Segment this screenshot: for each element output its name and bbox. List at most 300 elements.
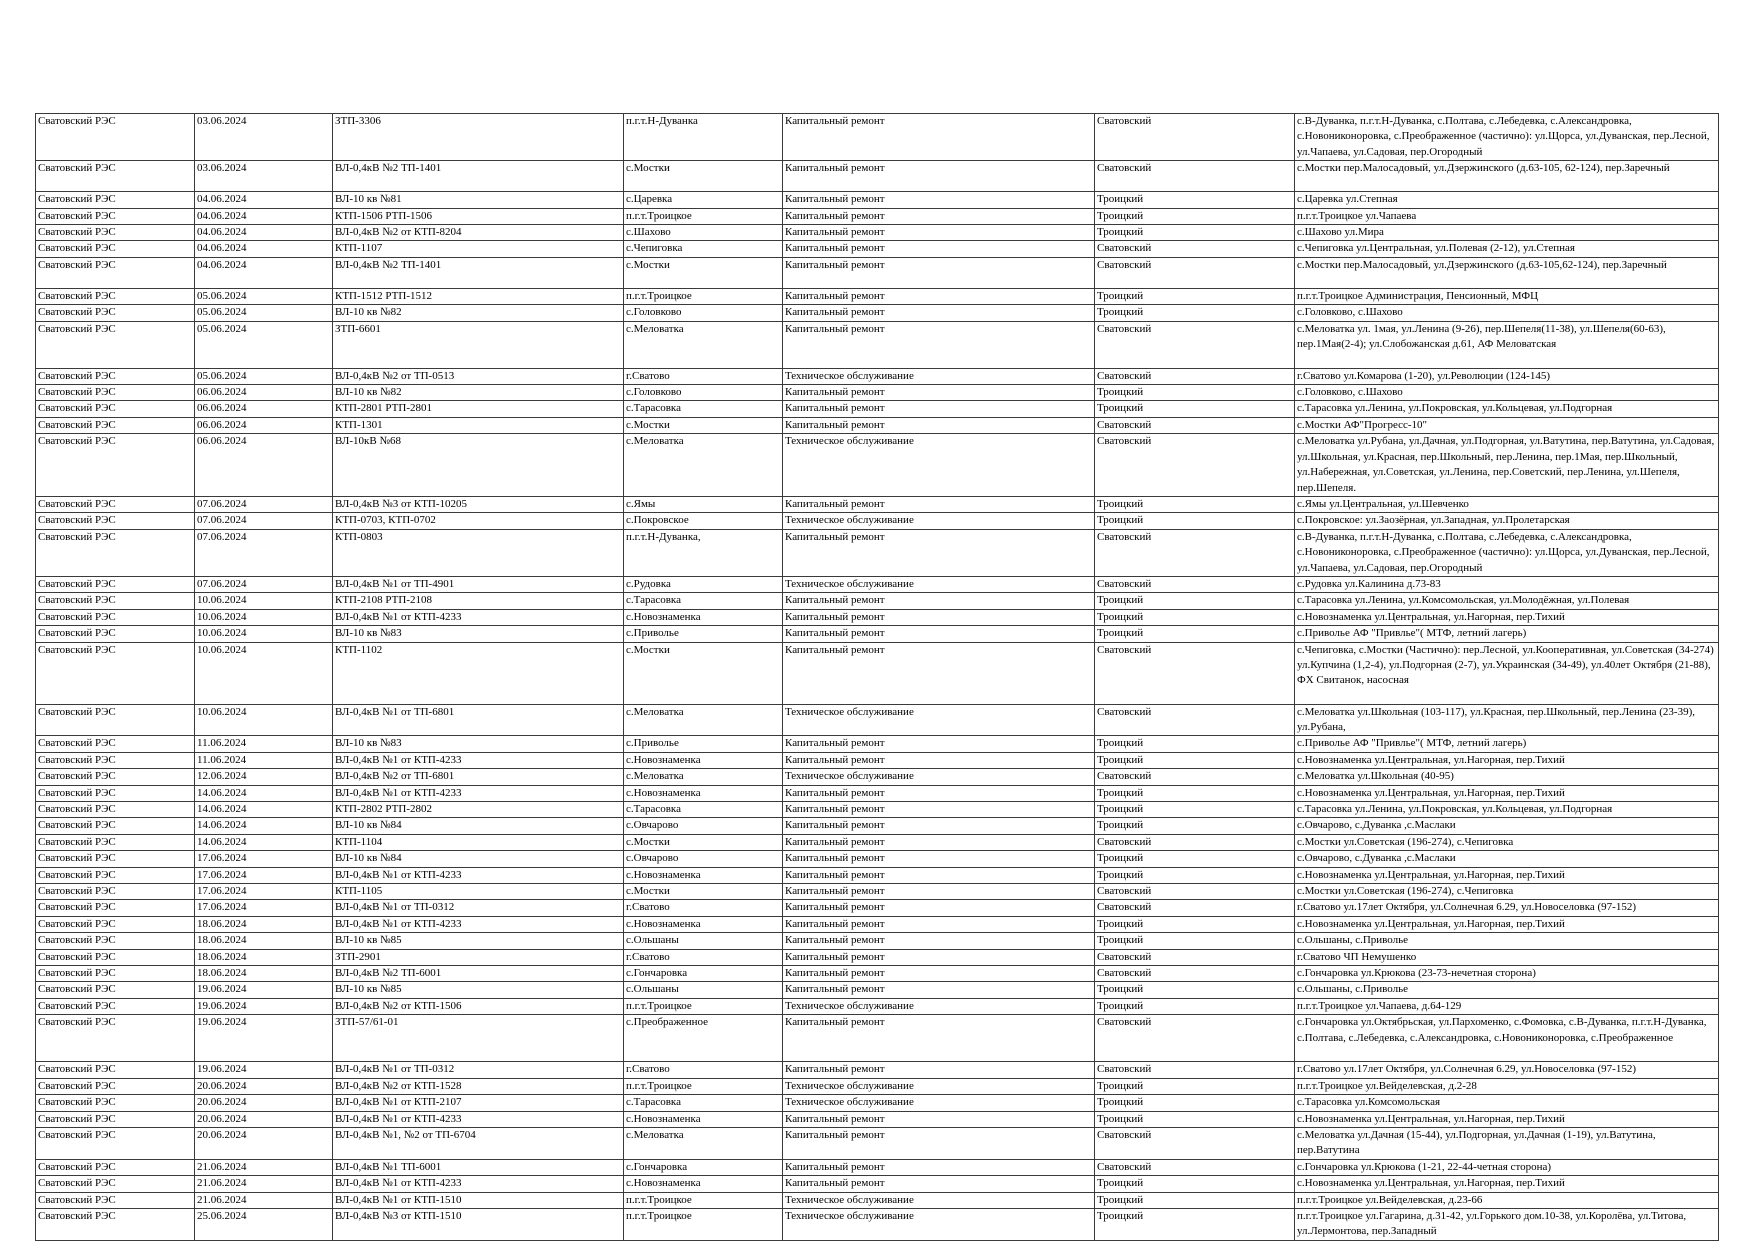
- addresses-cell: с.Мостки пер.Малосадовый, ул.Дзержинского (д.63-105,62-124), пер.Заречный: [1295, 257, 1719, 288]
- settlement-cell: с.Ольшаны: [624, 982, 783, 998]
- work-type-cell: Капитальный ремонт: [783, 752, 1095, 768]
- district-cell: Сватовский: [1095, 642, 1295, 704]
- district-cell: Сватовский: [1095, 257, 1295, 288]
- object-cell: КТП-1506 РТП-1506: [333, 208, 624, 224]
- settlement-cell: с.Овчарово: [624, 851, 783, 867]
- date-cell: 06.06.2024: [195, 417, 333, 433]
- addresses-cell: п.г.т.Троицкое ул.Чапаева: [1295, 208, 1719, 224]
- work-type-cell: Капитальный ремонт: [783, 257, 1095, 288]
- org-cell: Сватовский РЭС: [36, 933, 195, 949]
- work-type-cell: Капитальный ремонт: [783, 1176, 1095, 1192]
- date-cell: 19.06.2024: [195, 998, 333, 1014]
- district-cell: Сватовский: [1095, 966, 1295, 982]
- addresses-cell: п.г.т.Троицкое Администрация, Пенсионный, МФЦ: [1295, 288, 1719, 304]
- org-cell: Сватовский РЭС: [36, 1127, 195, 1159]
- addresses-cell: с.Новознаменка ул.Центральная, ул.Нагорная, пер.Тихий: [1295, 1111, 1719, 1127]
- addresses-cell: с.Гончаровка ул.Октябрьская, ул.Пархоменко, с.Фомовка, с.В-Дуванка, п.г.т.Н-Дуванка, с.Полтава, с.Лебедевка, с.Александровка, с.Новониконоровка, с.Преображенное: [1295, 1015, 1719, 1062]
- settlement-cell: г.Сватово: [624, 368, 783, 384]
- settlement-cell: с.Мостки: [624, 642, 783, 704]
- addresses-cell: с.Покровское: ул.Заозёрная, ул.Западная, ул.Пролетарская: [1295, 513, 1719, 529]
- object-cell: КТП-2801 РТП-2801: [333, 401, 624, 417]
- object-cell: ЗТП-57/61-01: [333, 1015, 624, 1062]
- table-row: [36, 916, 1719, 932]
- object-cell: ВЛ-10кВ №68: [333, 434, 624, 497]
- table-row: [36, 900, 1719, 916]
- date-cell: 10.06.2024: [195, 593, 333, 609]
- date-cell: 19.06.2024: [195, 1062, 333, 1078]
- district-cell: Троицкий: [1095, 288, 1295, 304]
- object-cell: КТП-1512 РТП-1512: [333, 288, 624, 304]
- district-cell: Сватовский: [1095, 900, 1295, 916]
- table-row: [36, 1208, 1719, 1240]
- settlement-cell: с.Новознаменка: [624, 1111, 783, 1127]
- addresses-cell: с.Меловатка ул. 1мая, ул.Ленина (9-26), пер.Шепеля(11-38), ул.Шепеля(60-63), пер.1Мая(2-4); ул.Слобожанская д.61, АФ Меловатская: [1295, 321, 1719, 368]
- addresses-cell: с.В-Дуванка, п.г.т.Н-Дуванка, с.Полтава, с.Лебедевка, с.Александровка, с.Новониконоровка, с.Преображенное (частично): ул.Щорса, ул.Дуванская, пер.Лесной, ул.Чапаева, ул.Садовая, пер.Огородный: [1295, 114, 1719, 161]
- table-row: [36, 1192, 1719, 1208]
- table-row: [36, 834, 1719, 850]
- org-cell: Сватовский РЭС: [36, 916, 195, 932]
- work-type-cell: Капитальный ремонт: [783, 1062, 1095, 1078]
- work-type-cell: Техническое обслуживание: [783, 769, 1095, 785]
- table-row: [36, 1062, 1719, 1078]
- org-cell: Сватовский РЭС: [36, 1192, 195, 1208]
- work-type-cell: Техническое обслуживание: [783, 1078, 1095, 1094]
- district-cell: Троицкий: [1095, 1111, 1295, 1127]
- date-cell: 10.06.2024: [195, 609, 333, 625]
- object-cell: ВЛ-0,4кВ №2 ТП-1401: [333, 161, 624, 192]
- addresses-cell: г.Сватово ул.17лет Октября, ул.Солнечная 6.29, ул.Новоселовка (97-152): [1295, 1062, 1719, 1078]
- date-cell: 06.06.2024: [195, 434, 333, 497]
- object-cell: ВЛ-0,4кВ №1 от КТП-4233: [333, 1176, 624, 1192]
- table-row: [36, 642, 1719, 704]
- addresses-cell: с.Гончаровка ул.Крюкова (1-21, 22-44-четная сторона): [1295, 1159, 1719, 1175]
- settlement-cell: г.Сватово: [624, 1062, 783, 1078]
- org-cell: Сватовский РЭС: [36, 736, 195, 752]
- work-type-cell: Капитальный ремонт: [783, 834, 1095, 850]
- district-cell: Троицкий: [1095, 593, 1295, 609]
- org-cell: Сватовский РЭС: [36, 1176, 195, 1192]
- settlement-cell: с.Ольшаны: [624, 933, 783, 949]
- org-cell: Сватовский РЭС: [36, 1159, 195, 1175]
- district-cell: Сватовский: [1095, 834, 1295, 850]
- settlement-cell: с.Тарасовка: [624, 1095, 783, 1111]
- work-type-cell: Капитальный ремонт: [783, 114, 1095, 161]
- object-cell: КТП-1301: [333, 417, 624, 433]
- district-cell: Троицкий: [1095, 385, 1295, 401]
- settlement-cell: с.Головково: [624, 305, 783, 321]
- addresses-cell: с.Новознаменка ул.Центральная, ул.Нагорная, пер.Тихий: [1295, 752, 1719, 768]
- org-cell: Сватовский РЭС: [36, 385, 195, 401]
- table-row: [36, 192, 1719, 208]
- district-cell: Сватовский: [1095, 529, 1295, 576]
- date-cell: 05.06.2024: [195, 288, 333, 304]
- district-cell: Троицкий: [1095, 982, 1295, 998]
- org-cell: Сватовский РЭС: [36, 949, 195, 965]
- addresses-cell: с.Гончаровка ул.Крюкова (23-73-нечетная сторона): [1295, 966, 1719, 982]
- settlement-cell: п.г.т.Троицкое: [624, 998, 783, 1014]
- district-cell: Сватовский: [1095, 769, 1295, 785]
- table-row: [36, 626, 1719, 642]
- date-cell: 17.06.2024: [195, 867, 333, 883]
- district-cell: Сватовский: [1095, 1127, 1295, 1159]
- date-cell: 03.06.2024: [195, 114, 333, 161]
- org-cell: Сватовский РЭС: [36, 192, 195, 208]
- org-cell: Сватовский РЭС: [36, 818, 195, 834]
- table-row: [36, 1111, 1719, 1127]
- date-cell: 18.06.2024: [195, 949, 333, 965]
- org-cell: Сватовский РЭС: [36, 1111, 195, 1127]
- org-cell: Сватовский РЭС: [36, 208, 195, 224]
- table-row: [36, 704, 1719, 736]
- table-row: [36, 752, 1719, 768]
- work-type-cell: Техническое обслуживание: [783, 1192, 1095, 1208]
- settlement-cell: с.Меловатка: [624, 769, 783, 785]
- object-cell: КТП-1104: [333, 834, 624, 850]
- table-row: [36, 802, 1719, 818]
- district-cell: Сватовский: [1095, 949, 1295, 965]
- work-type-cell: Капитальный ремонт: [783, 161, 1095, 192]
- date-cell: 21.06.2024: [195, 1159, 333, 1175]
- work-type-cell: Капитальный ремонт: [783, 867, 1095, 883]
- object-cell: ВЛ-10 кв №84: [333, 818, 624, 834]
- district-cell: Троицкий: [1095, 998, 1295, 1014]
- date-cell: 12.06.2024: [195, 769, 333, 785]
- work-type-cell: Капитальный ремонт: [783, 884, 1095, 900]
- table-row: [36, 225, 1719, 241]
- addresses-cell: с.Шахово ул.Мира: [1295, 225, 1719, 241]
- district-cell: Сватовский: [1095, 1015, 1295, 1062]
- table-row: [36, 305, 1719, 321]
- object-cell: ВЛ-0,4кВ №1 от ТП-4901: [333, 576, 624, 592]
- district-cell: Сватовский: [1095, 321, 1295, 368]
- object-cell: ВЛ-0,4кВ №3 от КТП-1510: [333, 1208, 624, 1240]
- table-row: [36, 867, 1719, 883]
- district-cell: Сватовский: [1095, 161, 1295, 192]
- district-cell: Троицкий: [1095, 225, 1295, 241]
- table-row: [36, 1078, 1719, 1094]
- district-cell: Троицкий: [1095, 1176, 1295, 1192]
- settlement-cell: с.Тарасовка: [624, 401, 783, 417]
- work-type-cell: Капитальный ремонт: [783, 417, 1095, 433]
- table-row: [36, 884, 1719, 900]
- settlement-cell: с.Приволье: [624, 736, 783, 752]
- object-cell: ВЛ-0,4кВ №1 от ТП-6801: [333, 704, 624, 736]
- date-cell: 20.06.2024: [195, 1078, 333, 1094]
- district-cell: Троицкий: [1095, 916, 1295, 932]
- work-type-cell: Капитальный ремонт: [783, 900, 1095, 916]
- addresses-cell: с.Ямы ул.Центральная, ул.Шевченко: [1295, 496, 1719, 512]
- org-cell: Сватовский РЭС: [36, 966, 195, 982]
- org-cell: Сватовский РЭС: [36, 1208, 195, 1240]
- addresses-cell: с.Овчарово, с.Дуванка ,с.Маслаки: [1295, 851, 1719, 867]
- settlement-cell: с.Шахово: [624, 225, 783, 241]
- table-row: [36, 851, 1719, 867]
- addresses-cell: с.Приволье АФ "Привлье"( МТФ, летний лагерь): [1295, 736, 1719, 752]
- addresses-cell: с.Царевка ул.Степная: [1295, 192, 1719, 208]
- settlement-cell: п.г.т.Троицкое: [624, 1078, 783, 1094]
- district-cell: Троицкий: [1095, 496, 1295, 512]
- object-cell: ВЛ-0,4кВ №1 от КТП-4233: [333, 867, 624, 883]
- district-cell: Троицкий: [1095, 609, 1295, 625]
- district-cell: Сватовский: [1095, 1159, 1295, 1175]
- org-cell: Сватовский РЭС: [36, 593, 195, 609]
- settlement-cell: с.Новознаменка: [624, 785, 783, 801]
- table-row: [36, 401, 1719, 417]
- org-cell: Сватовский РЭС: [36, 900, 195, 916]
- table-row: [36, 385, 1719, 401]
- district-cell: Сватовский: [1095, 241, 1295, 257]
- object-cell: КТП-0803: [333, 529, 624, 576]
- addresses-cell: с.Меловатка ул.Дачная (15-44), ул.Подгорная, ул.Дачная (1-19), ул.Ватутина, пер.Ватутина: [1295, 1127, 1719, 1159]
- date-cell: 20.06.2024: [195, 1095, 333, 1111]
- date-cell: 04.06.2024: [195, 257, 333, 288]
- addresses-cell: г.Сватово ул.17лет Октября, ул.Солнечная 6.29, ул.Новоселовка (97-152): [1295, 900, 1719, 916]
- settlement-cell: с.Овчарово: [624, 818, 783, 834]
- settlement-cell: с.Мостки: [624, 161, 783, 192]
- object-cell: ВЛ-10 кв №81: [333, 192, 624, 208]
- table-row: [36, 161, 1719, 192]
- date-cell: 05.06.2024: [195, 321, 333, 368]
- district-cell: Троицкий: [1095, 1208, 1295, 1240]
- settlement-cell: с.Ямы: [624, 496, 783, 512]
- work-type-cell: Капитальный ремонт: [783, 192, 1095, 208]
- table-row: [36, 949, 1719, 965]
- work-type-cell: Капитальный ремонт: [783, 321, 1095, 368]
- date-cell: 07.06.2024: [195, 513, 333, 529]
- district-cell: Троицкий: [1095, 1078, 1295, 1094]
- date-cell: 19.06.2024: [195, 1015, 333, 1062]
- org-cell: Сватовский РЭС: [36, 785, 195, 801]
- addresses-cell: п.г.т.Троицкое ул.Вейделевская, д.23-66: [1295, 1192, 1719, 1208]
- addresses-cell: с.Новознаменка ул.Центральная, ул.Нагорная, пер.Тихий: [1295, 1176, 1719, 1192]
- org-cell: Сватовский РЭС: [36, 241, 195, 257]
- date-cell: 17.06.2024: [195, 884, 333, 900]
- district-cell: Троицкий: [1095, 208, 1295, 224]
- district-cell: Троицкий: [1095, 305, 1295, 321]
- table-row: [36, 257, 1719, 288]
- settlement-cell: с.Новознаменка: [624, 752, 783, 768]
- org-cell: Сватовский РЭС: [36, 401, 195, 417]
- settlement-cell: с.Покровское: [624, 513, 783, 529]
- settlement-cell: с.Новознаменка: [624, 867, 783, 883]
- work-type-cell: Капитальный ремонт: [783, 208, 1095, 224]
- object-cell: ВЛ-0,4кВ №1 от ТП-0312: [333, 900, 624, 916]
- org-cell: Сватовский РЭС: [36, 867, 195, 883]
- object-cell: ВЛ-10 кв №82: [333, 385, 624, 401]
- org-cell: Сватовский РЭС: [36, 802, 195, 818]
- addresses-cell: с.Тарасовка ул.Ленина, ул.Покровская, ул.Кольцевая, ул.Подгорная: [1295, 802, 1719, 818]
- table-row: [36, 933, 1719, 949]
- table-row: [36, 818, 1719, 834]
- addresses-cell: с.Новознаменка ул.Центральная, ул.Нагорная, пер.Тихий: [1295, 867, 1719, 883]
- work-type-cell: Капитальный ремонт: [783, 818, 1095, 834]
- settlement-cell: с.Новознаменка: [624, 916, 783, 932]
- org-cell: Сватовский РЭС: [36, 288, 195, 304]
- work-type-cell: Капитальный ремонт: [783, 529, 1095, 576]
- date-cell: 14.06.2024: [195, 802, 333, 818]
- date-cell: 10.06.2024: [195, 704, 333, 736]
- object-cell: ВЛ-0,4кВ №2 от ТП-0513: [333, 368, 624, 384]
- object-cell: ВЛ-0,4кВ №2 от КТП-1506: [333, 998, 624, 1014]
- work-type-cell: Капитальный ремонт: [783, 593, 1095, 609]
- date-cell: 04.06.2024: [195, 208, 333, 224]
- settlement-cell: с.Тарасовка: [624, 802, 783, 818]
- org-cell: Сватовский РЭС: [36, 114, 195, 161]
- work-type-cell: Капитальный ремонт: [783, 401, 1095, 417]
- work-type-cell: Техническое обслуживание: [783, 576, 1095, 592]
- work-type-cell: Капитальный ремонт: [783, 785, 1095, 801]
- addresses-cell: с.Овчарово, с.Дуванка ,с.Маслаки: [1295, 818, 1719, 834]
- org-cell: Сватовский РЭС: [36, 368, 195, 384]
- date-cell: 11.06.2024: [195, 752, 333, 768]
- work-type-cell: Капитальный ремонт: [783, 851, 1095, 867]
- work-type-cell: Капитальный ремонт: [783, 609, 1095, 625]
- date-cell: 21.06.2024: [195, 1176, 333, 1192]
- addresses-cell: с.Ольшаны, с.Приволье: [1295, 933, 1719, 949]
- district-cell: Троицкий: [1095, 818, 1295, 834]
- work-type-cell: Капитальный ремонт: [783, 305, 1095, 321]
- table-row: [36, 1127, 1719, 1159]
- work-type-cell: Капитальный ремонт: [783, 496, 1095, 512]
- addresses-cell: с.Головково, с.Шахово: [1295, 305, 1719, 321]
- work-type-cell: Техническое обслуживание: [783, 434, 1095, 497]
- work-type-cell: Капитальный ремонт: [783, 1127, 1095, 1159]
- org-cell: Сватовский РЭС: [36, 626, 195, 642]
- district-cell: Сватовский: [1095, 884, 1295, 900]
- date-cell: 17.06.2024: [195, 851, 333, 867]
- district-cell: Сватовский: [1095, 576, 1295, 592]
- district-cell: Троицкий: [1095, 192, 1295, 208]
- addresses-cell: с.В-Дуванка, п.г.т.Н-Дуванка, с.Полтава, с.Лебедевка, с.Александровка, с.Новониконоровка, с.Преображенное (частично): ул.Щорса, ул.Дуванская, пер.Лесной, ул.Чапаева, ул.Садовая, пер.Огородный: [1295, 529, 1719, 576]
- settlement-cell: п.г.т.Н-Дуванка,: [624, 529, 783, 576]
- settlement-cell: с.Меловатка: [624, 321, 783, 368]
- district-cell: Сватовский: [1095, 114, 1295, 161]
- work-type-cell: Техническое обслуживание: [783, 513, 1095, 529]
- work-type-cell: Капитальный ремонт: [783, 241, 1095, 257]
- date-cell: 04.06.2024: [195, 225, 333, 241]
- settlement-cell: п.г.т.Троицкое: [624, 1192, 783, 1208]
- district-cell: Троицкий: [1095, 785, 1295, 801]
- org-cell: Сватовский РЭС: [36, 496, 195, 512]
- object-cell: КТП-1102: [333, 642, 624, 704]
- date-cell: 18.06.2024: [195, 916, 333, 932]
- table-row: [36, 1015, 1719, 1062]
- table-row: [36, 114, 1719, 161]
- table-row: [36, 1176, 1719, 1192]
- date-cell: 17.06.2024: [195, 900, 333, 916]
- work-type-cell: Капитальный ремонт: [783, 933, 1095, 949]
- org-cell: Сватовский РЭС: [36, 1062, 195, 1078]
- object-cell: ВЛ-10 кв №82: [333, 305, 624, 321]
- table-row: [36, 434, 1719, 497]
- object-cell: ВЛ-0,4кВ №1 от КТП-4233: [333, 752, 624, 768]
- date-cell: 04.06.2024: [195, 241, 333, 257]
- settlement-cell: с.Рудовка: [624, 576, 783, 592]
- table-row: [36, 529, 1719, 576]
- object-cell: ВЛ-0,4кВ №1 от КТП-4233: [333, 785, 624, 801]
- date-cell: 05.06.2024: [195, 368, 333, 384]
- date-cell: 06.06.2024: [195, 385, 333, 401]
- object-cell: ВЛ-0,4кВ №1, №2 от ТП-6704: [333, 1127, 624, 1159]
- district-cell: Сватовский: [1095, 704, 1295, 736]
- addresses-cell: с.Приволье АФ "Привлье"( МТФ, летний лагерь): [1295, 626, 1719, 642]
- org-cell: Сватовский РЭС: [36, 609, 195, 625]
- object-cell: ВЛ-0,4кВ №1 ТП-6001: [333, 1159, 624, 1175]
- addresses-cell: г.Сватово ул.Комарова (1-20), ул.Революции (124-145): [1295, 368, 1719, 384]
- work-type-cell: Техническое обслуживание: [783, 998, 1095, 1014]
- district-cell: Троицкий: [1095, 802, 1295, 818]
- work-type-cell: Техническое обслуживание: [783, 1208, 1095, 1240]
- org-cell: Сватовский РЭС: [36, 752, 195, 768]
- date-cell: 18.06.2024: [195, 933, 333, 949]
- addresses-cell: с.Мостки пер.Малосадовый, ул.Дзержинского (д.63-105, 62-124), пер.Заречный: [1295, 161, 1719, 192]
- table-row: [36, 1095, 1719, 1111]
- addresses-cell: с.Чепиговка, с.Мостки (Частично): пер.Лесной, ул.Кооперативная, ул.Советская (34-274) ул.Купчина (1,2-4), ул.Подгорная (2-7), ул.Украинская (34-49), ул.40лет Октября (21-88), ФХ Свитанок, насосная: [1295, 642, 1719, 704]
- table-row: [36, 769, 1719, 785]
- table-row: [36, 368, 1719, 384]
- date-cell: 20.06.2024: [195, 1127, 333, 1159]
- settlement-cell: с.Мостки: [624, 417, 783, 433]
- date-cell: 14.06.2024: [195, 785, 333, 801]
- work-type-cell: Капитальный ремонт: [783, 736, 1095, 752]
- work-type-cell: Капитальный ремонт: [783, 1111, 1095, 1127]
- table-row: [36, 241, 1719, 257]
- object-cell: КТП-1105: [333, 884, 624, 900]
- addresses-cell: с.Меловатка ул.Школьная (40-95): [1295, 769, 1719, 785]
- district-cell: Троицкий: [1095, 401, 1295, 417]
- work-type-cell: Техническое обслуживание: [783, 368, 1095, 384]
- date-cell: 14.06.2024: [195, 818, 333, 834]
- date-cell: 21.06.2024: [195, 1192, 333, 1208]
- work-type-cell: Капитальный ремонт: [783, 982, 1095, 998]
- object-cell: ВЛ-0,4кВ №2 от ТП-6801: [333, 769, 624, 785]
- work-type-cell: Капитальный ремонт: [783, 802, 1095, 818]
- settlement-cell: п.г.т.Троицкое: [624, 288, 783, 304]
- object-cell: ЗТП-3306: [333, 114, 624, 161]
- settlement-cell: с.Тарасовка: [624, 593, 783, 609]
- object-cell: ВЛ-10 кв №83: [333, 736, 624, 752]
- table-row: [36, 208, 1719, 224]
- table-row: [36, 1159, 1719, 1175]
- settlement-cell: п.г.т.Троицкое: [624, 1208, 783, 1240]
- addresses-cell: п.г.т.Троицкое ул.Чапаева, д.64-129: [1295, 998, 1719, 1014]
- addresses-cell: с.Мостки ул.Советская (196-274), с.Чепиговка: [1295, 884, 1719, 900]
- work-type-cell: Капитальный ремонт: [783, 288, 1095, 304]
- addresses-cell: г.Сватово ЧП Немушенко: [1295, 949, 1719, 965]
- object-cell: ВЛ-10 кв №84: [333, 851, 624, 867]
- org-cell: Сватовский РЭС: [36, 851, 195, 867]
- addresses-cell: с.Новознаменка ул.Центральная, ул.Нагорная, пер.Тихий: [1295, 785, 1719, 801]
- settlement-cell: г.Сватово: [624, 949, 783, 965]
- object-cell: ВЛ-0,4кВ №1 от КТП-1510: [333, 1192, 624, 1208]
- settlement-cell: с.Преображенное: [624, 1015, 783, 1062]
- addresses-cell: п.г.т.Троицкое ул.Гагарина, д.31-42, ул.Горького дом.10-38, ул.Королёва, ул.Титова, ул.Лермонтова, пер.Западный: [1295, 1208, 1719, 1240]
- addresses-cell: с.Мостки АФ"Прогресс-10": [1295, 417, 1719, 433]
- settlement-cell: с.Новознаменка: [624, 1176, 783, 1192]
- settlement-cell: с.Гончаровка: [624, 966, 783, 982]
- district-cell: Троицкий: [1095, 1095, 1295, 1111]
- org-cell: Сватовский РЭС: [36, 704, 195, 736]
- work-type-cell: Капитальный ремонт: [783, 626, 1095, 642]
- settlement-cell: с.Меловатка: [624, 1127, 783, 1159]
- work-type-cell: Капитальный ремонт: [783, 916, 1095, 932]
- addresses-cell: п.г.т.Троицкое ул.Вейделевская, д.2-28: [1295, 1078, 1719, 1094]
- table-row: [36, 496, 1719, 512]
- table-row: [36, 576, 1719, 592]
- district-cell: Сватовский: [1095, 417, 1295, 433]
- object-cell: ВЛ-0,4кВ №2 ТП-6001: [333, 966, 624, 982]
- addresses-cell: с.Меловатка ул.Школьная (103-117), ул.Красная, пер.Школьный, пер.Ленина (23-39), ул.Рубана,: [1295, 704, 1719, 736]
